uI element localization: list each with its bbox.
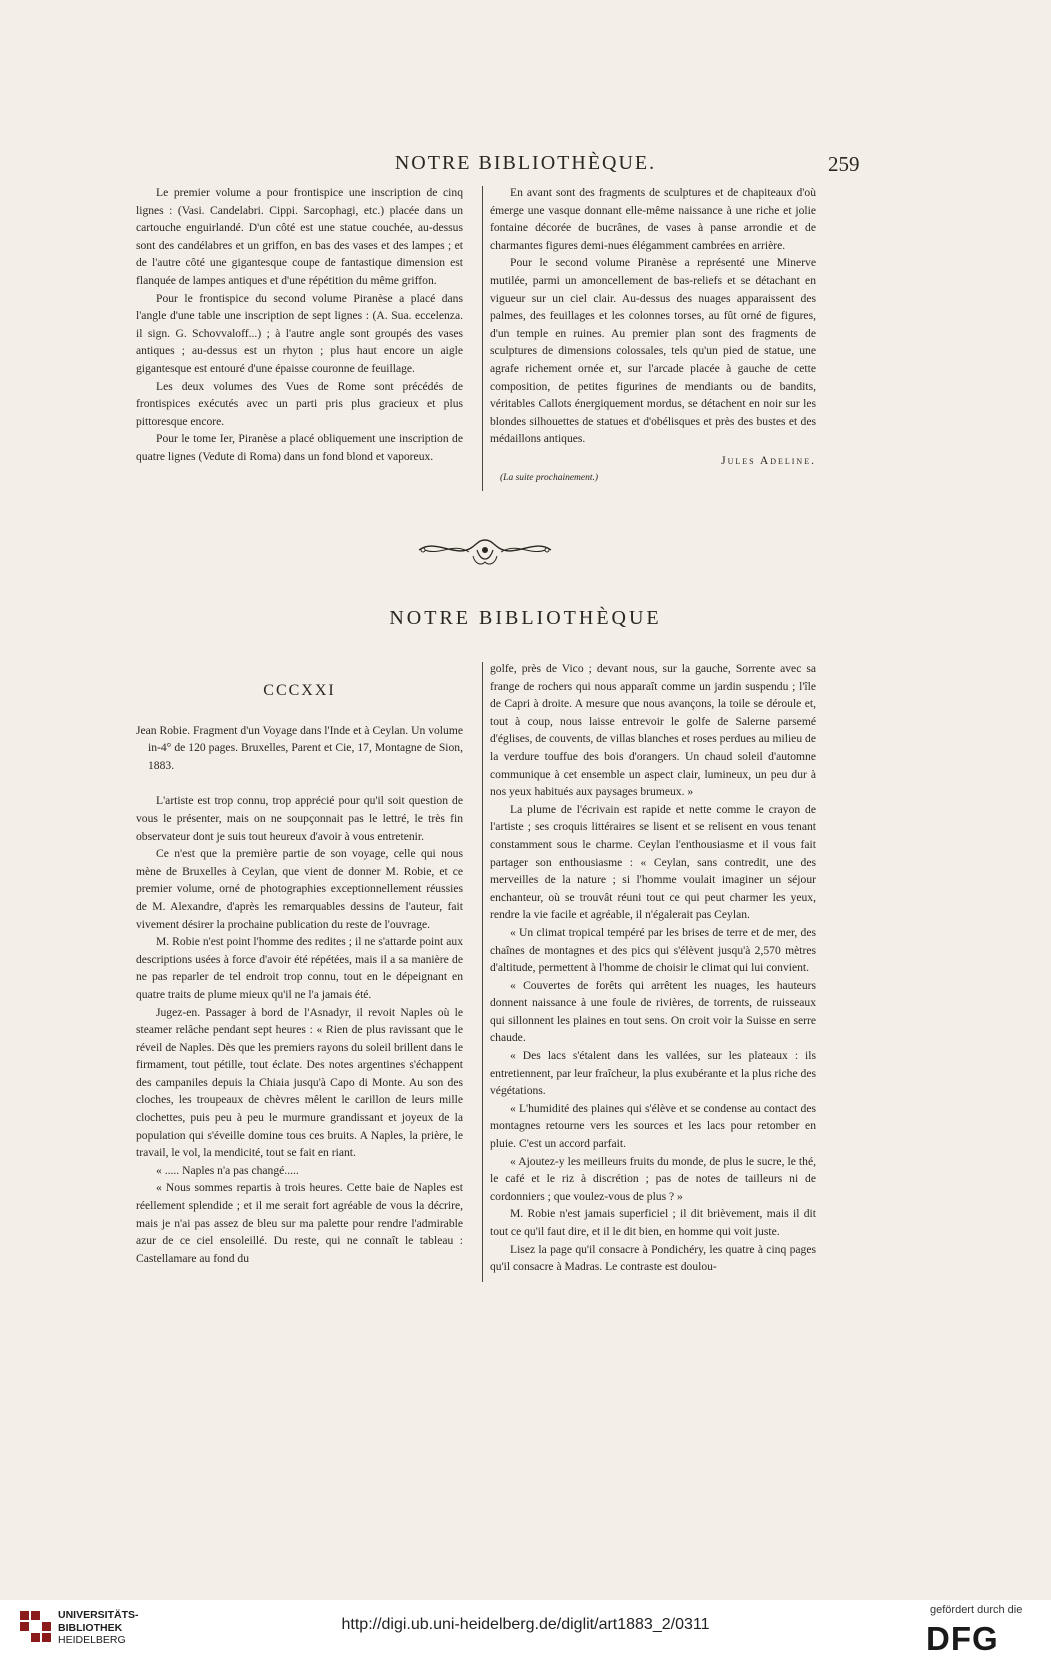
paragraph: « Un climat tropical tempéré par les brises de terre et de mer, des chaînes de montagnes et des pics qui s'élèvent jusqu'à 2,570 mètres d'altitude, permettent à l'homme de choisir le climat qui lui convient. — [490, 925, 816, 975]
institution-line: BIBLIOTHEK — [58, 1621, 123, 1634]
paragraph: La plume de l'écrivain est rapide et nette comme le crayon de l'artiste ; ses croquis littéraires se lisent et se relisent en vous tenant constamment sous le charme. Ceylan l'enthousiasme et il vous fait partager son enthousiasme : « Ceylan, sans contredit, une des merveilles de la nature ; si l'homme voulait imaginer un séjour enchanteur, où se trouvât réuni tout ce qui peut charmer les yeux, rendre la vie facile et agréable, il n'égalerait pas Ceylan. — [490, 802, 816, 922]
paragraph: En avant sont des fragments de sculptures et de chapiteaux d'où émerge une vasque donnant elle-même naissance à une riche et jolie fontaine décorée de bucrânes, de vases à panse arrondie et de charmantes figures demi-nues élégamment cambrées en arrière. — [490, 186, 816, 252]
paragraph: M. Robie n'est point l'homme des redites ; il ne s'attarde point aux descriptions usées à force d'avoir été répétées, mais il a sa manière de ne pas reparler de tel endroit trop connu, tout en le dépeignant en quatre traits de plume mieux qu'il ne l'a jamais été. — [136, 935, 463, 1001]
dfg-logo: DFG — [926, 1620, 999, 1657]
institution-line: HEIDELBERG — [58, 1634, 126, 1646]
institution-line: UNIVERSITÄTS- — [58, 1609, 139, 1621]
paragraph: Pour le tome Ier, Piranèse a placé obliquement une inscription de quatre lignes (Vedute di Roma) dans un fond blond et vaporeux. — [136, 432, 463, 463]
fleuron-ornament-icon — [415, 528, 555, 570]
paragraph: Ce n'est que la première partie de son voyage, celle qui nous mène de Bruxelles à Ceylan, que vient de donner M. Robie, et ce premier volume, orné de photographies exceptionnellement réussies de M. Alexandre, d'après les remarquables dessins de l'auteur, fait vivement désirer la prochaine publication du reste de l'ouvrage. — [136, 847, 463, 931]
paragraph: Les deux volumes des Vues de Rome sont précédés de frontispices exécutés avec un parti pris plus gracieux et plus pittoresque encore. — [136, 379, 463, 428]
page-number: 259 — [828, 152, 860, 176]
author-signature: Jules Adeline. — [721, 453, 816, 467]
paragraph: « Des lacs s'étalent dans les vallées, sur les plateaux : ils entretiennent, par leur fraîcheur, la plus exubérante et la plus riche des végétations. — [490, 1049, 816, 1098]
to-be-continued-note: (La suite prochainement.) — [500, 472, 599, 483]
section-title: NOTRE BIBLIOTHÈQUE — [389, 607, 662, 629]
paragraph: « Ajoutez-y les meilleurs fruits du monde, de plus le sucre, le thé, le café et le riz à discrétion ; pas de notes de tailleurs ni de cordonniers ; que voulez-vous de plus ? » — [490, 1154, 816, 1203]
funding-caption: gefördert durch die — [930, 1604, 1023, 1616]
paragraph: Pour le frontispice du second volume Piranèse a placé dans l'angle d'une table une inscription de sept lignes : (A. Sua. eccelenza. il sign. G. Schovvaloff...) ; à l'autre angle sont groupés des vases antiques ; au-dessus est un rhyton ; plus haut encore un aigle gigantesque est entouré d'une épaisse couronne de feuillage. — [136, 291, 463, 375]
column-rule — [482, 662, 483, 1282]
bibliographic-entry: Jean Robie. Fragment d'un Voyage dans l'Inde et à Ceylan. Un volume in-4° de 120 pages. Bruxelles, Parent et Cie, 17, Montagne de Sion, 1883. — [136, 723, 463, 772]
footer-bar — [0, 1600, 1051, 1656]
bottom-right-column — [490, 660, 816, 1276]
bottom-left-column — [136, 682, 463, 1267]
paragraph: golfe, près de Vico ; devant nous, sur la gauche, Sorrente avec sa frange de rochers qui nous apparaît comme un jardin suspendu ; l'île de Capri à droite. A mesure que nous avançons, la toile se déroule et, tout à coup, nous laisse entrevoir le golfe de Salerne parsemé d'églises, de couvents, de villas blanches et roses perdues au milieu de la verdure touffue des bois d'orangers. Un chaud soleil d'automne communique à cet ensemble un aspect clair, lumineux, un peu dur à nos yeux habitués aux paysages brumeux. » — [490, 662, 816, 799]
top-right-column — [490, 184, 816, 487]
column-rule — [482, 186, 483, 491]
running-head: NOTRE BIBLIOTHÈQUE. — [394, 152, 657, 174]
paragraph: L'artiste est trop connu, trop apprécié pour qu'il soit question de vous le présenter, mais on ne soupçonnait pas le lettré, le très fin observateur dont je suis tout heureux d'avoir à vous entretenir. — [136, 794, 463, 843]
paragraph: M. Robie n'est jamais superficiel ; il dit brièvement, mais il dit tout ce qu'il faut dire, et il le dit bien, en homme qui voit juste. — [490, 1207, 816, 1238]
paragraph: « Couvertes de forêts qui arrêtent les nuages, les hauteurs donnent naissance à une foule de rivières, de torrents, de ruisseaux qui sillonnent les plaines en tout sens. On croit voir la Suisse en serre chaude. — [490, 978, 816, 1045]
paragraph: Le premier volume a pour frontispice une inscription de cinq lignes : (Vasi. Candelabri. Cippi. Sarcophagi, etc.) placée dans un cartouche enguirlandé. D'un côté est une statue couchée, au-dessus sont des candélabres et un griffon, en bas des vases et des lampes ; et de l'autre côté une gigantesque coupe de fantastique dimension est flanquée de lampes antiques et d'une répétition du même griffon. — [136, 186, 463, 287]
top-left-column — [136, 184, 463, 466]
paragraph: « Nous sommes repartis à trois heures. Cette baie de Naples est réellement splendide ; et il me serait fort agréable de vous la décrire, mais je n'ai pas assez de bleu sur ma palette pour rendre l'admirable azur de ce ciel ensoleillé. Du reste, qui ne connaît le tableau : Castellamare au fond du — [136, 1181, 463, 1265]
paragraph: Pour le second volume Piranèse a représenté une Minerve mutilée, parmi un amoncellement de bas-reliefs et se détachant en vigueur sur un ciel clair. Au-dessus des nuages apparaissent des palmes, des feuillages et les colonnes torses, au fût orné de figures, d'un temple en ruines. Au premier plan sont des fragments de sculptures de dimensions colossales, tels qu'un pied de statue, une agrafe richement ornée et, sur l'arcade placée à gauche de cette composition, de petites figurines de mendiants ou de bandits, véritables Callots énergiquement mordus, se détachent en noir sur les blondes silhouettes de statues et d'obélisques et près des bustes et des médaillons antiques. — [490, 256, 816, 446]
permalink-url[interactable]: http://digi.ub.uni-heidelberg.de/diglit/art1883_2/0311 — [341, 1616, 710, 1633]
review-number: CCCXXI — [263, 682, 336, 699]
paragraph: Lisez la page qu'il consacre à Pondichéry, les quatre à cinq pages qu'il consacre à Madras. Le contraste est doulou- — [490, 1242, 816, 1274]
paragraph: « ..... Naples n'a pas changé..... — [156, 1163, 299, 1177]
paragraph: Jugez-en. Passager à bord de l'Asnadyr, il revoit Naples où le steamer relâche pendant sept heures : « Rien de plus ravissant que le réveil de Naples. Dès que les premiers rayons du soleil brillent dans le firmament, tout pétille, tout éclate. Des notes argentines s'échappent des campaniles depuis la Chiaia jusqu'à Capo di Monte. Au son des cloches, les troupeaux de chèvres mêlent le carillon de leurs mille clochettes, puis peu à peu le murmure grandissant et joyeux de la population qui s'éveille domine tous ces bruits. A Naples, la prière, le travail, le vol, la mendicité, tout se fait en riant. — [136, 1005, 463, 1160]
paragraph: « L'humidité des plaines qui s'élève et se condense au contact des montagnes retourne vers les sources et les lacs pour retomber en pluie. C'est un accord parfait. — [490, 1101, 816, 1151]
